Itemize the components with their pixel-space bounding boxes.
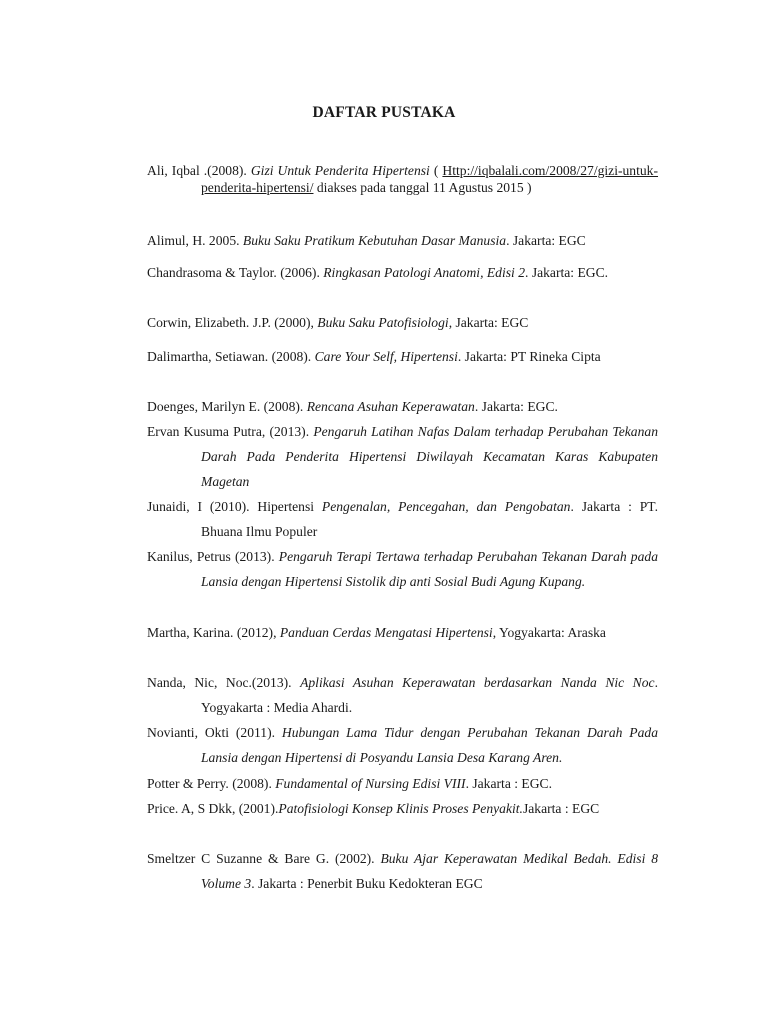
reference-entry (147, 771, 658, 796)
reference-title: Hubungan Lama Tidur dengan Perubahan Tekanan Darah Pada Lansia dengan Hipertensi di Posyandu Lansia Desa Karang Aren. (201, 725, 659, 765)
reference-text: . Jakarta : PT. Bhuana Ilmu Populer (201, 499, 658, 539)
reference-entry (147, 720, 658, 770)
reference-entry (147, 314, 658, 331)
reference-title: Buku Ajar Keperawatan Medikal Bedah. Edisi 8 Volume 3 (201, 851, 659, 891)
reference-title: Patofisiologi Konsep Klinis Proses Penyakit. (278, 801, 523, 816)
reference-title: Buku Saku Patofisiologi (317, 315, 449, 330)
reference-entry (147, 796, 658, 821)
reference-entry (147, 544, 658, 594)
reference-text: Chandrasoma & Taylor. (2006). (147, 265, 324, 280)
reference-title: Pengaruh Terapi Tertawa terhadap Perubahan Tekanan Darah pada Lansia dengan Hipertensi Sistolik dip anti Sosial Budi Agung Kupang. (201, 549, 658, 589)
reference-entry (147, 846, 658, 896)
reference-text: Alimul, H. 2005. (147, 233, 243, 248)
reference-title: Care Your Self, Hipertensi (314, 349, 458, 364)
reference-text: . Jakarta: PT Rineka Cipta (457, 349, 601, 364)
reference-entry (147, 620, 658, 645)
reference-text: Potter & Perry. (2008). (147, 776, 276, 791)
reference-text: Ali, Iqbal .(2008). (147, 163, 251, 178)
reference-text: Dalimartha, Setiawan. (2008). (147, 349, 315, 364)
reference-entry (147, 394, 658, 419)
reference-entry (147, 344, 658, 369)
reference-text: . Yogyakarta : Media Ahardi. (201, 675, 658, 715)
reference-text: . Jakarta : EGC. (465, 776, 553, 791)
reference-title: Panduan Cerdas Mengatasi Hipertensi (279, 625, 493, 640)
reference-title: Ringkasan Patologi Anatomi, Edisi 2 (323, 265, 526, 280)
reference-entry (147, 232, 658, 249)
reference-link[interactable]: Http://iqbalali.com/2008/27/gizi-untuk-penderita-hipertensi/ (201, 163, 659, 195)
reference-entry (147, 419, 658, 494)
reference-text: Nanda, Nic, Noc.(2013). (147, 675, 301, 690)
reference-text: Smeltzer C Suzanne & Bare G. (2002). (147, 851, 381, 866)
reference-text: Doenges, Marilyn E. (2008). (147, 399, 307, 414)
reference-text: Jakarta : EGC (522, 801, 600, 816)
reference-title: Buku Saku Pratikum Kebutuhan Dasar Manusia (242, 233, 507, 248)
reference-entry (147, 670, 658, 720)
reference-text: Kanilus, Petrus (2013). (147, 549, 279, 564)
reference-text: Junaidi, I (2010). Hipertensi (147, 499, 322, 514)
reference-text: . Jakarta: EGC (506, 233, 586, 248)
reference-text: Corwin, Elizabeth. J.P. (2000), (147, 315, 318, 330)
reference-entry (147, 162, 658, 196)
reference-title: Aplikasi Asuhan Keperawatan berdasarkan Nanda Nic Noc (300, 675, 655, 690)
reference-entry (147, 264, 658, 281)
reference-text: . Jakarta: EGC. (525, 265, 609, 280)
reference-text: diakses pada tanggal 11 Agustus 2015 ) (313, 180, 532, 195)
reference-title: Gizi Untuk Penderita Hipertensi (250, 163, 430, 178)
reference-text: , Yogyakarta: Araska (492, 625, 606, 640)
reference-text: , Jakarta: EGC (448, 315, 529, 330)
reference-text: . Jakarta: EGC. (474, 399, 558, 414)
reference-title: Rencana Asuhan Keperawatan (306, 399, 475, 414)
reference-text: Novianti, Okti (2011). (147, 725, 282, 740)
reference-title: Pengenalan, Pencegahan, dan Pengobatan (321, 499, 571, 514)
reference-title: Pengaruh Latihan Nafas Dalam terhadap Perubahan Tekanan Darah Pada Penderita Hipertensi Diwilayah Kecamatan Karas Kabupaten Magetan (201, 424, 658, 489)
page-title: DAFTAR PUSTAKA (312, 104, 456, 121)
reference-entry (147, 494, 658, 544)
reference-text: Martha, Karina. (2012), (147, 625, 280, 640)
reference-text: Price. A, S Dkk, (2001). (147, 801, 279, 816)
reference-text: Ervan Kusuma Putra, (2013). (147, 424, 314, 439)
reference-text: . Jakarta : Penerbit Buku Kedokteran EGC (251, 876, 483, 891)
reference-title: Fundamental of Nursing Edisi VIII (275, 776, 466, 791)
reference-text: ( (429, 163, 443, 178)
